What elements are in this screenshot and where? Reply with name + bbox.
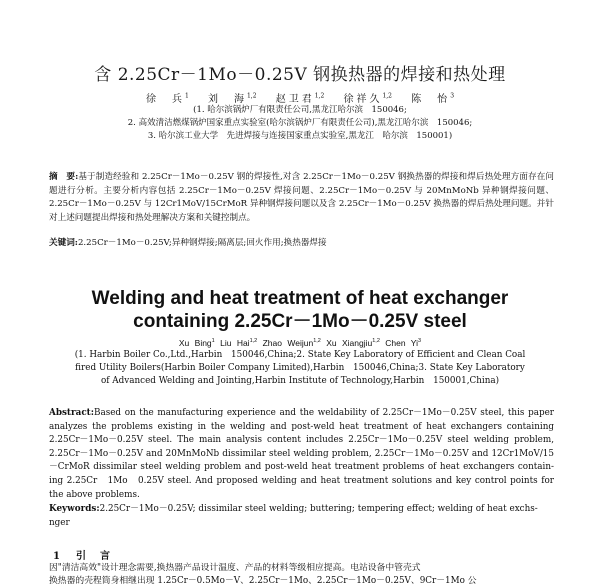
chinese-author-list: 徐 兵$^1$ 刘 海$^{1,2}$ 赵卫君$^{1,2}$ 徐祥久$^{1,2}$ 陈 怡$^3$: [145, 92, 455, 105]
chinese-abstract: [49, 171, 554, 225]
author-name: Zhao Weijun: [262, 338, 314, 348]
english-title: [0, 287, 600, 333]
author-name: 赵卫君: [275, 94, 315, 105]
author-name: Xu Xiangjiu: [326, 338, 373, 348]
chinese-keywords-label: 关键词:: [49, 238, 78, 248]
chinese-keywords-text: 2.25Cr－1Mo－0.25V;异种钢焊接;隔离层;回火作用;换热器焊接: [77, 238, 327, 248]
section-number: 1: [53, 551, 62, 562]
chinese-keywords: [49, 236, 554, 248]
chinese-affiliation-2: 2. 高效清洁燃煤锅炉国家重点实验室(哈尔滨锅炉厂有限责任公司),黑龙江哈尔滨 150046;: [127, 118, 473, 128]
english-keywords-label: Keywords:: [49, 504, 100, 514]
author-name: Chen Yi: [385, 338, 419, 348]
chinese-affiliation-3: 3. 哈尔滨工业大学 先进焊接与连接国家重点实验室,黑龙江 哈尔滨 150001): [147, 131, 453, 141]
intro-line-1: 因"清洁高效"设计理念需要,换热器产品设计温度、产品的材料等级相应提高。电站设备中管壳式: [49, 563, 421, 573]
english-title-line-1: Welding and heat treatment of heat exchanger: [91, 288, 509, 309]
chinese-affiliation-1: (1. 哈尔滨锅炉厂有限责任公司,黑龙江哈尔滨 150046;: [193, 105, 407, 115]
author-name: 徐 兵: [145, 94, 185, 105]
english-keywords-text: 2.25Cr－1Mo－0.25V; dissimilar steel welding; buttering; tempering effect; welding of heat exchs-nger: [49, 504, 538, 528]
intro-paragraph: [49, 562, 554, 588]
author-name: 刘 海: [207, 94, 247, 105]
intro-line-2: 换热器的壳程筒身相继出现 1.25Cr－0.5Mo－V、2.25Cr－1Mo、2.25Cr－1Mo－0.25V、9Cr－1Mo 公: [49, 576, 477, 586]
author-name: Xu Bing: [178, 338, 212, 348]
english-abstract: [49, 407, 554, 502]
author-name: 陈 怡: [411, 94, 451, 105]
english-keywords: [49, 503, 554, 530]
section-title: 引 言: [75, 551, 112, 562]
chinese-abstract-text: 基于制造经验和 2.25Cr－1Mo－0.25V 钢的焊接性,对含 2.25Cr－1Mo－0.25V 钢换热器的焊接和焊后热处理方面存在问题进行分析。主要分析内容包括 2.25Cr－1Mo－0.25V 焊接问题、2.25Cr－1Mo－0.25V 与 20MnMoNb 异种钢焊接问题、2.25Cr－1Mo－0.25V 与 12Cr1MoV/15CrMoR 异种钢焊接问题以及含 2.25Cr－1Mo－0.25V 换热器的焊后热处理问题。并针对上述问题提出焊接和热处理解决方案和关键控制点。: [49, 172, 554, 223]
author-name: Liu Hai: [220, 338, 250, 348]
author-name: 徐祥久: [343, 94, 383, 105]
chinese-title: 含 2.25Cr－1Mo－0.25V 钢换热器的焊接和热处理: [94, 65, 506, 85]
english-affiliation: (1. Harbin Boiler Co.,Ltd.,Harbin 150046,China;2. State Key Laboratory of Efficient and Clean Coal fired Utility Boilers(Harbin Boiler Company Limited),Harbin 150046,China;3. State Key Laboratory of Advanced Welding and Jointing,Harbin Institute of Technology,Harbin 150001,China): [74, 350, 526, 386]
section-heading: [53, 547, 112, 562]
english-abstract-text: Based on the manufacturing experience and the weldability of 2.25Cr－1Mo－0.25V steel, this paper analyzes the problems existing in the welding and post-weld heat treatment of heat exchangers containing 2.25Cr－1Mo－0.25V steel. The main analysis content includes 2.25Cr－1Mo－0.25V steel welding problem, 2.25Cr－1Mo－0.25V and 20MnMoNb dissimilar steel welding problem, 2.25Cr－1Mo－0.25V and 12Cr1MoV/15－CrMoR dissimilar steel welding problem and post-weld heat treatment problems of heat exchangers contain-ing 2.25Cr 1Mo 0.25V steel. And proposed welding and heat treatment solutions and key control points for the above problems.: [49, 408, 554, 500]
english-title-line-2: containing 2.25Cr－1Mo－0.25V steel: [133, 311, 467, 332]
chinese-abstract-label: 摘 要:: [49, 172, 79, 182]
english-author-list: Xu Bing$^1$ Liu Hai$^{1,2}$ Zhao Weijun$^{1,2}$ Xu Xiangjiu$^{1,2}$ Chen Yi$^3$: [178, 338, 422, 348]
english-abstract-label: Abstract:: [49, 408, 94, 418]
